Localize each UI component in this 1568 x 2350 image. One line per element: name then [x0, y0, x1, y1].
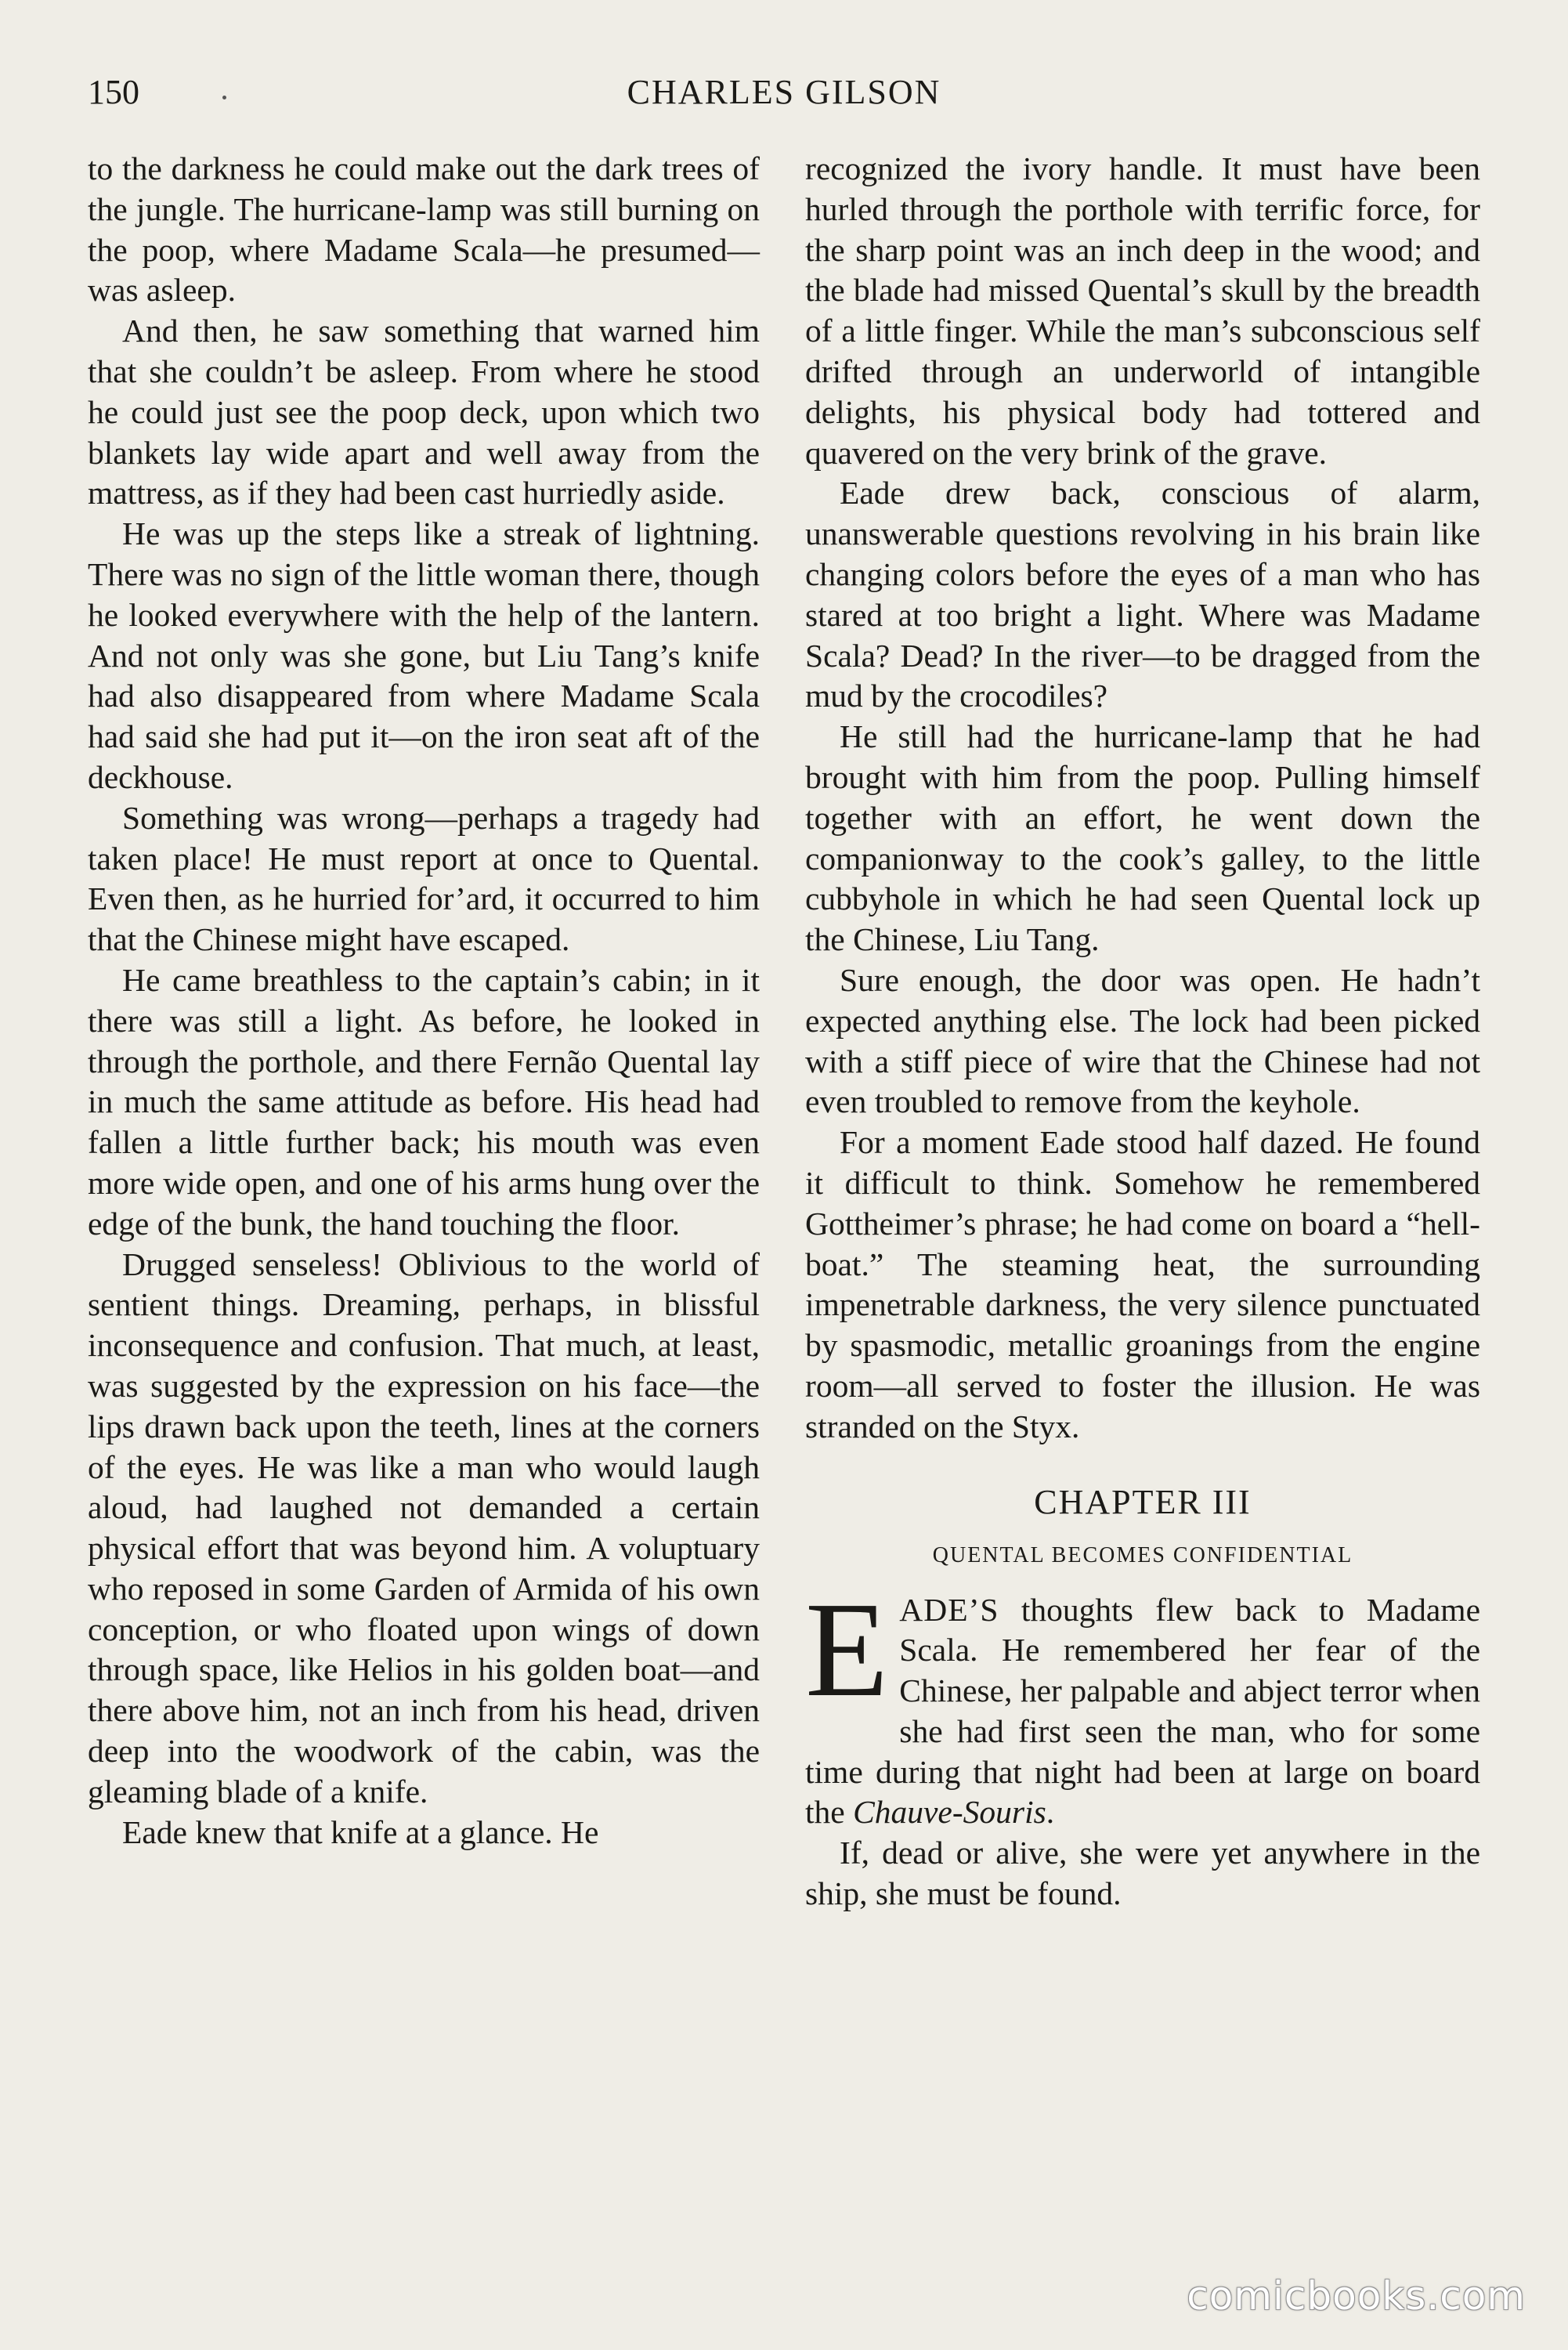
paragraph: recognized the ivory handle. It must have been hurled through the porthole with terrific force, for the sharp point was an inch deep in the wood; and the blade had missed Quental’s skull by the breadth of a little finger. While the man’s subconscious self drifted through an underworld of intangible delights, his physical body had tottered and quavered on the very brink of the grave.	[805, 150, 1480, 471]
left-column	[88, 149, 760, 1853]
paragraph: For a moment Eade stood half dazed. He found it difficult to think. Somehow he remembered Gottheimer’s phrase; he had come on board a “hell-boat.” The steaming heat, the surrounding impenetrable darkness, the very silence punctuated by spasmodic, metallic groanings from the engine room—all served to foster the illusion. He was stranded on the Styx.	[805, 1124, 1480, 1444]
paragraph: Eade knew that knife at a glance. He	[122, 1813, 599, 1850]
paragraph: And then, he saw something that warned him that she couldn’t be asleep. From where he stood he could just see the poop deck, upon which two blankets lay wide apart and well away from the mattress, as if they had been cast hurriedly aside.	[88, 313, 760, 512]
chapter-opening-paragraph	[805, 1573, 1480, 1834]
paragraph: Eade drew back, conscious of alarm, unanswerable questions revolving in his brain like changing colors before the eyes of a man who has stared at too bright a light. Where was Madame Scala? Dead? In the river—to be dragged from the mud by the crocodiles?	[805, 475, 1480, 714]
drop-cap: E	[805, 1573, 889, 1725]
chapter-subtitle: QUENTAL BECOMES CONFIDENTIAL	[932, 1542, 1353, 1567]
first-word: ADE’S	[899, 1591, 999, 1628]
paragraph: Drugged senseless! Oblivious to the world of sentient things. Dreaming, perhaps, in blissful inconsequence and confusion. That much, at least, was suggested by the expression on his face—the lips drawn back upon the teeth, lines at the corners of the eyes. He was like a man who would laugh aloud, had laughed not demanded a certain physical effort that was beyond him. A voluptuary who reposed in some Garden of Armida of his own conception, or who floated upon wings of down through space, like Helios in his golden boat—and there above him, not an inch from his head, driven deep into the woodwork of the cabin, was the gleaming blade of a knife.	[88, 1246, 760, 1810]
paragraph-end: .	[1046, 1794, 1055, 1831]
paragraph: He still had the hurricane-lamp that he had brought with him from the poop. Pulling himself together with an effort, he went down the companionway to the cook’s galley, to the little cubbyhole in which he had seen Quental lock up the Chinese, Liu Tang.	[805, 718, 1480, 958]
running-head: CHARLES GILSON	[627, 73, 941, 111]
page-number: 150	[88, 73, 139, 111]
paragraph-text: thoughts flew back to Madame Scala. He remembered her fear of the Chinese, her palpable and abject terror when she had first seen the man, who for some time during that night had been at large on board the	[805, 1591, 1480, 1831]
watermark-logo: comicbooks.com	[1187, 2273, 1526, 2319]
paragraph: He came breathless to the captain’s cabin; in it there was still a light. As before, he looked in through the porthole, and there Fernão Quental lay in much the same attitude as before. His head had fallen a little further back; his mouth was even more wide open, and one of his arms hung over the edge of the bunk, the hand touching the floor.	[88, 961, 760, 1242]
paragraph: He was up the steps like a streak of lightning. There was no sign of the little woman there, though he looked everywhere with the help of the lantern. And not only was she gone, but Liu Tang’s knife had also disappeared from where Madame Scala had said she had put it—on the iron seat aft of the deckhouse.	[88, 515, 760, 795]
paragraph: Sure enough, the door was open. He hadn’t expected anything else. The lock had been picked with a stiff piece of wire that the Chinese had not even troubled to remove from the keyhole.	[805, 961, 1480, 1120]
page-header	[0, 72, 1568, 116]
paragraph: Something was wrong—perhaps a tragedy had taken place! He must report at once to Quental. Even then, as he hurried for’ard, it occurred to him that the Chinese might have escaped.	[88, 799, 760, 958]
ship-name: Chauve-Souris	[853, 1794, 1046, 1831]
chapter-title: CHAPTER III	[1034, 1482, 1252, 1521]
paragraph: If, dead or alive, she were yet anywhere in the ship, she must be found.	[805, 1835, 1480, 1912]
paragraph: to the darkness he could make out the dark trees of the jungle. The hurricane-lamp was still burning on the poop, where Madame Scala—he presumed—was asleep.	[88, 150, 760, 309]
right-column	[805, 149, 1480, 1914]
